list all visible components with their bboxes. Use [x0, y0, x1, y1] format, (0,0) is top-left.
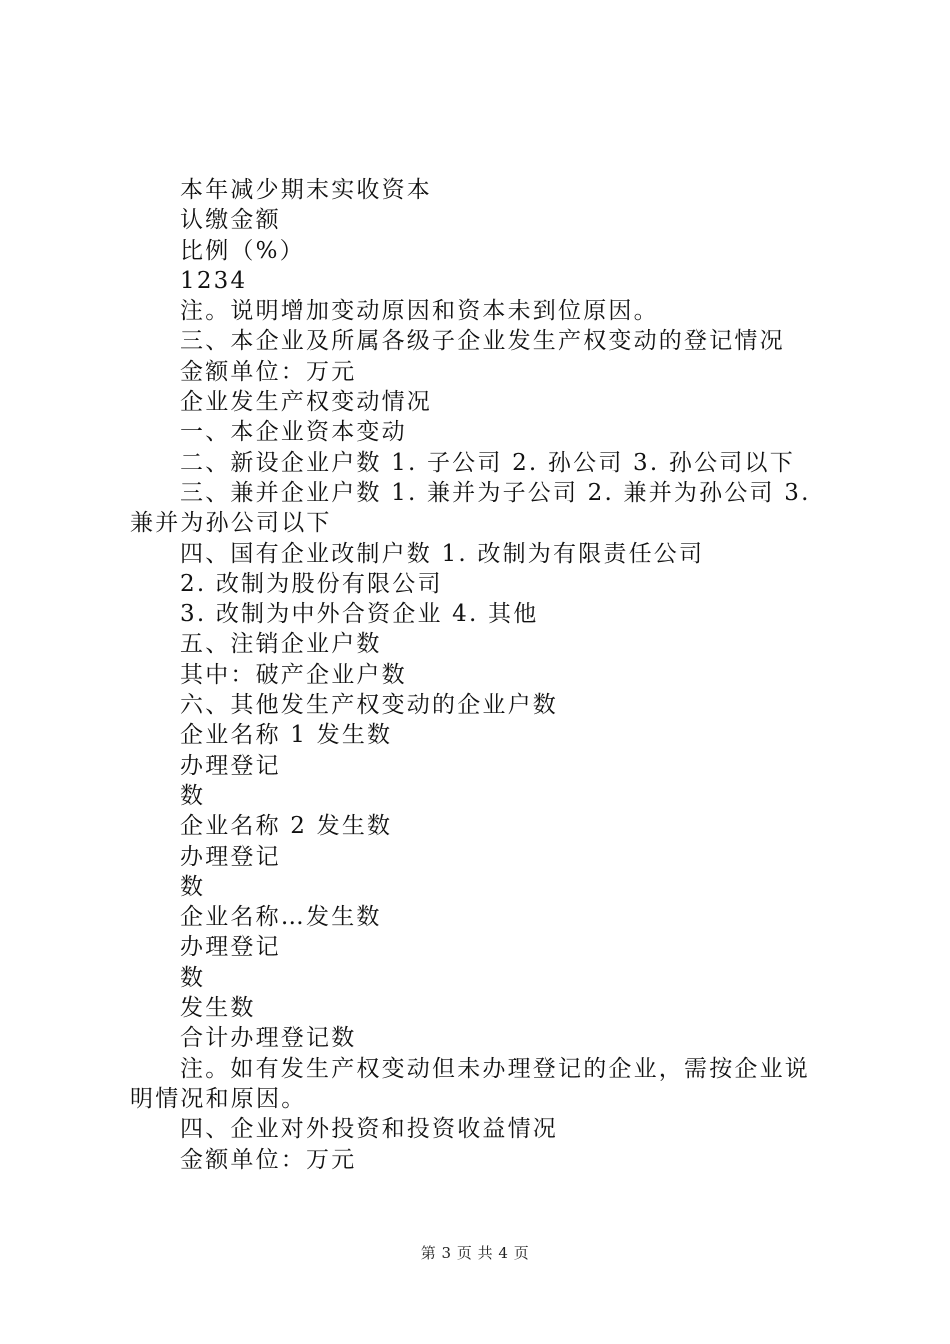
unit-label: 金额单位：万元 [180, 358, 357, 385]
text-line: 1234 [180, 267, 248, 294]
text-line: 发生数 [180, 995, 256, 1022]
text-line: 数 [180, 782, 206, 809]
unit-label: 金额单位：万元 [180, 1146, 357, 1173]
note-line: 注。说明增加变动原因和资本未到位原因。 [180, 298, 659, 325]
text-line: 数 [180, 873, 206, 900]
text-line: 五、注销企业户数 [180, 631, 382, 658]
text-line: 办理登记 [180, 843, 281, 870]
page-footer: 第 3 页 共 4 页 [420, 1244, 530, 1262]
text-line: 企业发生产权变动情况 [180, 389, 432, 416]
text-line: 企业名称…发生数 [180, 904, 382, 931]
text-line: 办理登记 [180, 752, 281, 779]
text-line: 一、本企业资本变动 [180, 419, 407, 446]
text-line: 比例（%） [180, 237, 305, 264]
text-line: 3. 改制为中外合资企业 4. 其他 [180, 601, 539, 628]
text-line: 企业名称 1 发生数 [180, 722, 393, 749]
text-line: 办理登记 [180, 934, 281, 961]
document-body [130, 175, 835, 1175]
text-line: 其中：破产企业户数 [180, 661, 407, 688]
text-line: 合计办理登记数 [180, 1025, 357, 1052]
text-line: 本年减少期末实收资本 [180, 177, 432, 203]
text-line: 2. 改制为股份有限公司 [180, 570, 443, 597]
text-line: 数 [180, 964, 206, 991]
section-heading: 四、企业对外投资和投资收益情况 [180, 1116, 558, 1143]
text-line: 六、其他发生产权变动的企业户数 [180, 692, 558, 719]
text-line: 三、兼并企业户数 1. 兼并为子公司 2. 兼并为孙公司 3. 兼并为孙公司以下 [130, 479, 811, 537]
section-heading: 三、本企业及所属各级子企业发生产权变动的登记情况 [180, 328, 785, 355]
text-line: 认缴金额 [180, 207, 281, 234]
text-line: 企业名称 2 发生数 [180, 813, 393, 840]
note-line: 注。如有发生产权变动但未办理登记的企业，需按企业说明情况和原因。 [130, 1055, 810, 1112]
text-line: 四、国有企业改制户数 1. 改制为有限责任公司 [180, 540, 705, 567]
text-line: 二、新设企业户数 1. 子公司 2. 孙公司 3. 孙公司以下 [180, 449, 795, 476]
